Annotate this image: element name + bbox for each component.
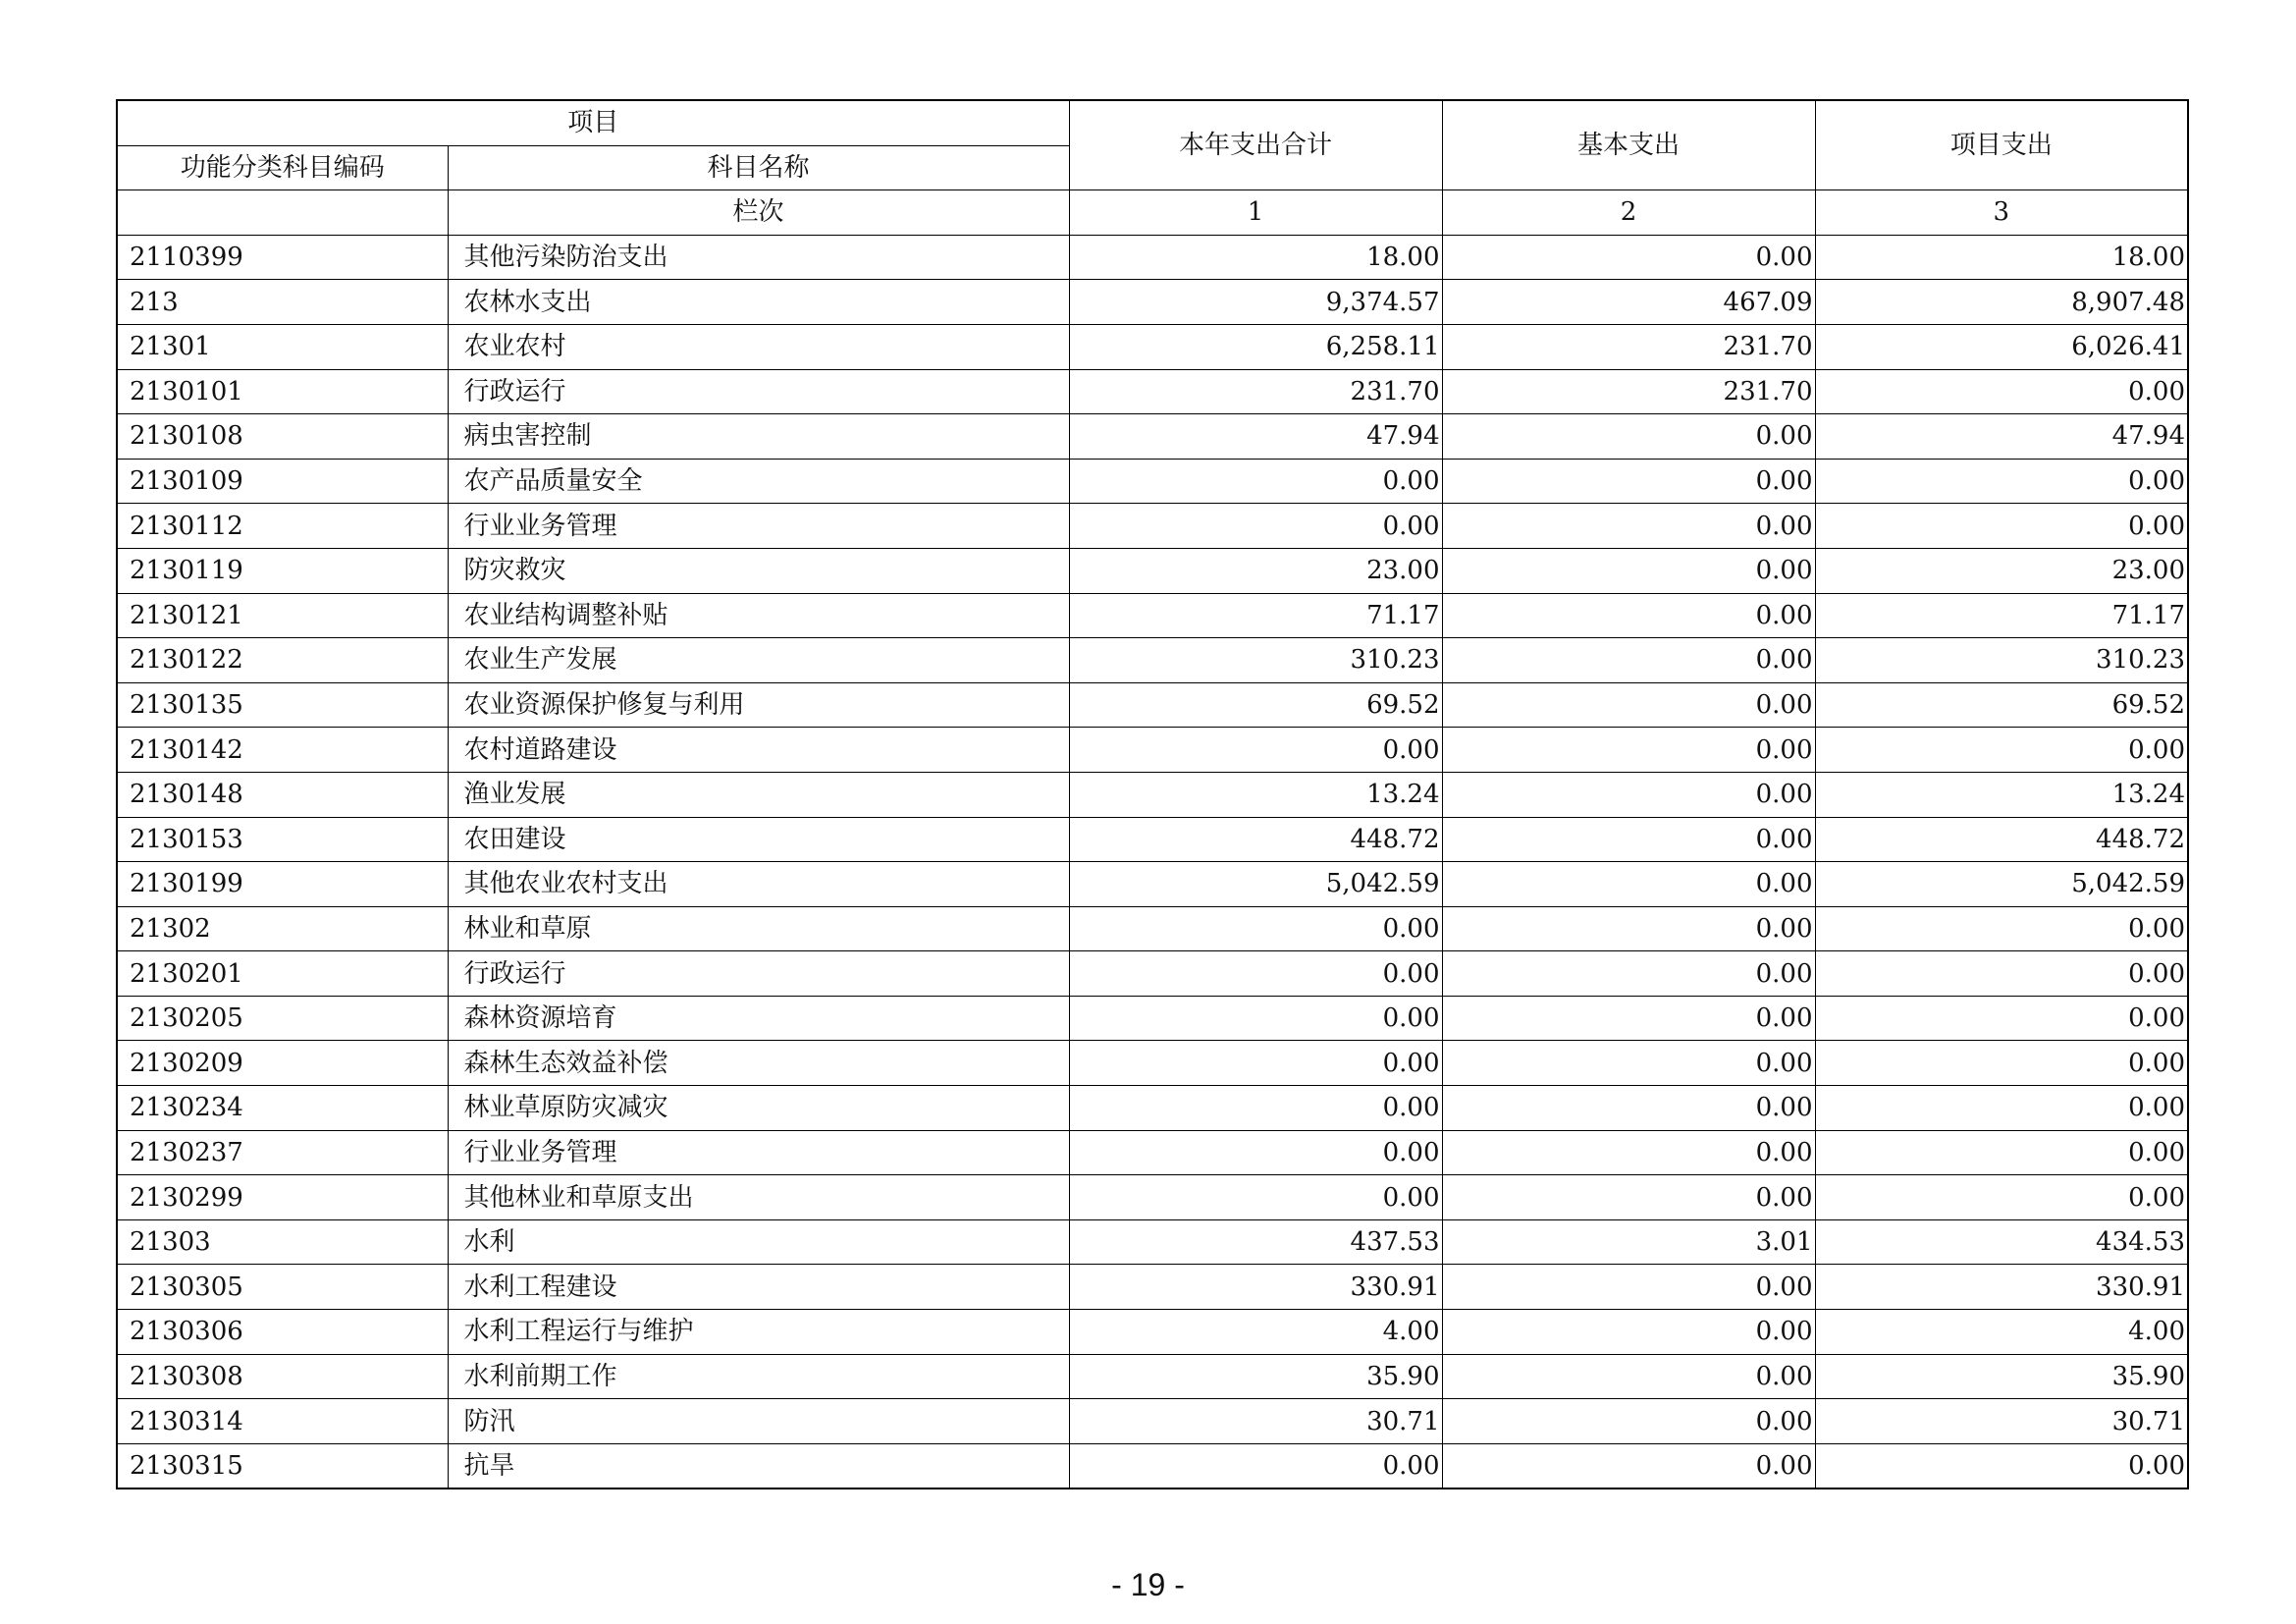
cell-basic: 0.00	[1442, 682, 1815, 728]
table-row	[117, 1041, 2188, 1086]
cell-name: 林业和草原	[448, 906, 1069, 951]
cell-code: 2130234	[117, 1086, 448, 1131]
cell-basic: 0.00	[1442, 1443, 1815, 1489]
cell-basic: 0.00	[1442, 1399, 1815, 1444]
cell-name: 水利工程建设	[448, 1265, 1069, 1310]
cell-project: 8,907.48	[1815, 280, 2188, 325]
cell-code: 2130101	[117, 369, 448, 414]
cell-name: 农产品质量安全	[448, 459, 1069, 504]
cell-code: 2130121	[117, 593, 448, 638]
cell-project: 13.24	[1815, 772, 2188, 817]
cell-basic: 0.00	[1442, 817, 1815, 862]
cell-basic: 0.00	[1442, 593, 1815, 638]
table-row	[117, 1130, 2188, 1175]
table-row	[117, 504, 2188, 549]
expenditure-table	[116, 99, 2189, 1489]
cell-project: 6,026.41	[1815, 324, 2188, 369]
table-row	[117, 682, 2188, 728]
cell-project: 0.00	[1815, 1041, 2188, 1086]
cell-total: 0.00	[1069, 459, 1442, 504]
table-row	[117, 951, 2188, 997]
table-row	[117, 414, 2188, 460]
page-number: - 19 -	[1111, 1567, 1185, 1602]
cell-project: 330.91	[1815, 1265, 2188, 1310]
cell-total: 0.00	[1069, 906, 1442, 951]
cell-project: 5,042.59	[1815, 862, 2188, 907]
column-index-2: 2	[1442, 190, 1815, 236]
table-body	[117, 235, 2188, 1489]
cell-basic: 467.09	[1442, 280, 1815, 325]
header-total: 本年支出合计	[1069, 100, 1442, 190]
cell-code: 2130209	[117, 1041, 448, 1086]
cell-code: 2130122	[117, 638, 448, 683]
cell-project: 0.00	[1815, 1130, 2188, 1175]
cell-name: 行业业务管理	[448, 1130, 1069, 1175]
header-basic: 基本支出	[1442, 100, 1815, 190]
cell-name: 农田建设	[448, 817, 1069, 862]
cell-total: 0.00	[1069, 1130, 1442, 1175]
table-row	[117, 1354, 2188, 1399]
cell-name: 抗旱	[448, 1443, 1069, 1489]
cell-project: 0.00	[1815, 1175, 2188, 1220]
cell-code: 2130299	[117, 1175, 448, 1220]
cell-code: 2130237	[117, 1130, 448, 1175]
cell-name: 农村道路建设	[448, 728, 1069, 773]
cell-total: 0.00	[1069, 1086, 1442, 1131]
cell-project: 0.00	[1815, 996, 2188, 1041]
cell-code: 2110399	[117, 235, 448, 280]
cell-project: 0.00	[1815, 459, 2188, 504]
cell-project: 71.17	[1815, 593, 2188, 638]
cell-total: 437.53	[1069, 1219, 1442, 1265]
cell-total: 23.00	[1069, 548, 1442, 593]
cell-total: 71.17	[1069, 593, 1442, 638]
cell-code: 21302	[117, 906, 448, 951]
cell-name: 水利前期工作	[448, 1354, 1069, 1399]
table-row	[117, 996, 2188, 1041]
cell-basic: 0.00	[1442, 504, 1815, 549]
header-code: 功能分类科目编码	[117, 145, 448, 190]
cell-name: 渔业发展	[448, 772, 1069, 817]
cell-project: 434.53	[1815, 1219, 2188, 1265]
cell-project: 23.00	[1815, 548, 2188, 593]
table-row	[117, 862, 2188, 907]
cell-name: 水利	[448, 1219, 1069, 1265]
cell-basic: 0.00	[1442, 951, 1815, 997]
table-header	[117, 100, 2188, 235]
cell-code: 21301	[117, 324, 448, 369]
cell-project: 0.00	[1815, 1443, 2188, 1489]
table-row	[117, 1265, 2188, 1310]
cell-name: 水利工程运行与维护	[448, 1310, 1069, 1355]
cell-code: 2130142	[117, 728, 448, 773]
table-row	[117, 772, 2188, 817]
cell-total: 6,258.11	[1069, 324, 1442, 369]
cell-name: 森林资源培育	[448, 996, 1069, 1041]
cell-code: 2130199	[117, 862, 448, 907]
table-row	[117, 280, 2188, 325]
table-row	[117, 1175, 2188, 1220]
header-row	[117, 100, 2188, 145]
cell-code: 2130201	[117, 951, 448, 997]
cell-basic: 0.00	[1442, 996, 1815, 1041]
cell-code: 2130148	[117, 772, 448, 817]
cell-basic: 0.00	[1442, 414, 1815, 460]
cell-project: 18.00	[1815, 235, 2188, 280]
cell-name: 行政运行	[448, 369, 1069, 414]
cell-project: 4.00	[1815, 1310, 2188, 1355]
cell-project: 0.00	[1815, 906, 2188, 951]
cell-name: 其他农业农村支出	[448, 862, 1069, 907]
cell-basic: 0.00	[1442, 1130, 1815, 1175]
cell-project: 0.00	[1815, 951, 2188, 997]
cell-basic: 0.00	[1442, 772, 1815, 817]
table-row	[117, 369, 2188, 414]
cell-total: 330.91	[1069, 1265, 1442, 1310]
cell-code: 213	[117, 280, 448, 325]
cell-code: 2130305	[117, 1265, 448, 1310]
cell-basic: 0.00	[1442, 459, 1815, 504]
header-name: 科目名称	[448, 145, 1069, 190]
cell-name: 林业草原防灾减灾	[448, 1086, 1069, 1131]
cell-basic: 0.00	[1442, 1086, 1815, 1131]
table-row	[117, 638, 2188, 683]
cell-total: 69.52	[1069, 682, 1442, 728]
table-row	[117, 1086, 2188, 1131]
cell-project: 30.71	[1815, 1399, 2188, 1444]
column-index-label: 栏次	[448, 190, 1069, 236]
cell-code: 2130119	[117, 548, 448, 593]
column-index-1: 1	[1069, 190, 1442, 236]
cell-code: 21303	[117, 1219, 448, 1265]
cell-project: 310.23	[1815, 638, 2188, 683]
table-row	[117, 1399, 2188, 1444]
cell-name: 行政运行	[448, 951, 1069, 997]
cell-name: 农业农村	[448, 324, 1069, 369]
cell-project: 69.52	[1815, 682, 2188, 728]
cell-total: 0.00	[1069, 504, 1442, 549]
cell-project: 0.00	[1815, 1086, 2188, 1131]
cell-code: 2130109	[117, 459, 448, 504]
cell-project: 448.72	[1815, 817, 2188, 862]
cell-basic: 0.00	[1442, 862, 1815, 907]
cell-code: 2130308	[117, 1354, 448, 1399]
cell-total: 0.00	[1069, 951, 1442, 997]
cell-name: 农业资源保护修复与利用	[448, 682, 1069, 728]
cell-total: 35.90	[1069, 1354, 1442, 1399]
cell-name: 森林生态效益补偿	[448, 1041, 1069, 1086]
cell-code: 2130135	[117, 682, 448, 728]
cell-code: 2130112	[117, 504, 448, 549]
table-row	[117, 324, 2188, 369]
cell-basic: 231.70	[1442, 324, 1815, 369]
cell-name: 其他林业和草原支出	[448, 1175, 1069, 1220]
cell-total: 18.00	[1069, 235, 1442, 280]
cell-project: 0.00	[1815, 504, 2188, 549]
table-row	[117, 235, 2188, 280]
table-row	[117, 593, 2188, 638]
cell-basic: 0.00	[1442, 1354, 1815, 1399]
cell-name: 行业业务管理	[448, 504, 1069, 549]
table-row	[117, 817, 2188, 862]
cell-total: 30.71	[1069, 1399, 1442, 1444]
cell-name: 防灾救灾	[448, 548, 1069, 593]
cell-total: 5,042.59	[1069, 862, 1442, 907]
cell-total: 9,374.57	[1069, 280, 1442, 325]
cell-total: 0.00	[1069, 996, 1442, 1041]
cell-total: 231.70	[1069, 369, 1442, 414]
table-row	[117, 459, 2188, 504]
table-row	[117, 1443, 2188, 1489]
cell-project: 35.90	[1815, 1354, 2188, 1399]
cell-total: 0.00	[1069, 1443, 1442, 1489]
cell-basic: 231.70	[1442, 369, 1815, 414]
cell-basic: 0.00	[1442, 1265, 1815, 1310]
cell-basic: 0.00	[1442, 548, 1815, 593]
cell-name: 农林水支出	[448, 280, 1069, 325]
table-row	[117, 548, 2188, 593]
header-project: 项目支出	[1815, 100, 2188, 190]
cell-basic: 0.00	[1442, 235, 1815, 280]
table-row	[117, 1310, 2188, 1355]
cell-project: 0.00	[1815, 369, 2188, 414]
table-row	[117, 906, 2188, 951]
cell-total: 310.23	[1069, 638, 1442, 683]
column-index-row	[117, 190, 2188, 236]
cell-total: 4.00	[1069, 1310, 1442, 1355]
cell-name: 农业生产发展	[448, 638, 1069, 683]
cell-basic: 0.00	[1442, 906, 1815, 951]
cell-basic: 0.00	[1442, 1041, 1815, 1086]
cell-total: 0.00	[1069, 728, 1442, 773]
table-row	[117, 728, 2188, 773]
column-index-3: 3	[1815, 190, 2188, 236]
column-index-blank	[117, 190, 448, 236]
cell-code: 2130306	[117, 1310, 448, 1355]
cell-total: 448.72	[1069, 817, 1442, 862]
cell-total: 47.94	[1069, 414, 1442, 460]
cell-name: 防汛	[448, 1399, 1069, 1444]
cell-code: 2130315	[117, 1443, 448, 1489]
header-item: 项目	[117, 100, 1069, 145]
cell-basic: 3.01	[1442, 1219, 1815, 1265]
cell-code: 2130153	[117, 817, 448, 862]
cell-name: 农业结构调整补贴	[448, 593, 1069, 638]
cell-project: 47.94	[1815, 414, 2188, 460]
table-row	[117, 1219, 2188, 1265]
cell-basic: 0.00	[1442, 1310, 1815, 1355]
cell-basic: 0.00	[1442, 638, 1815, 683]
cell-code: 2130108	[117, 414, 448, 460]
cell-total: 0.00	[1069, 1041, 1442, 1086]
cell-code: 2130205	[117, 996, 448, 1041]
cell-name: 其他污染防治支出	[448, 235, 1069, 280]
cell-basic: 0.00	[1442, 728, 1815, 773]
cell-basic: 0.00	[1442, 1175, 1815, 1220]
cell-name: 病虫害控制	[448, 414, 1069, 460]
cell-project: 0.00	[1815, 728, 2188, 773]
cell-total: 0.00	[1069, 1175, 1442, 1220]
cell-total: 13.24	[1069, 772, 1442, 817]
cell-code: 2130314	[117, 1399, 448, 1444]
